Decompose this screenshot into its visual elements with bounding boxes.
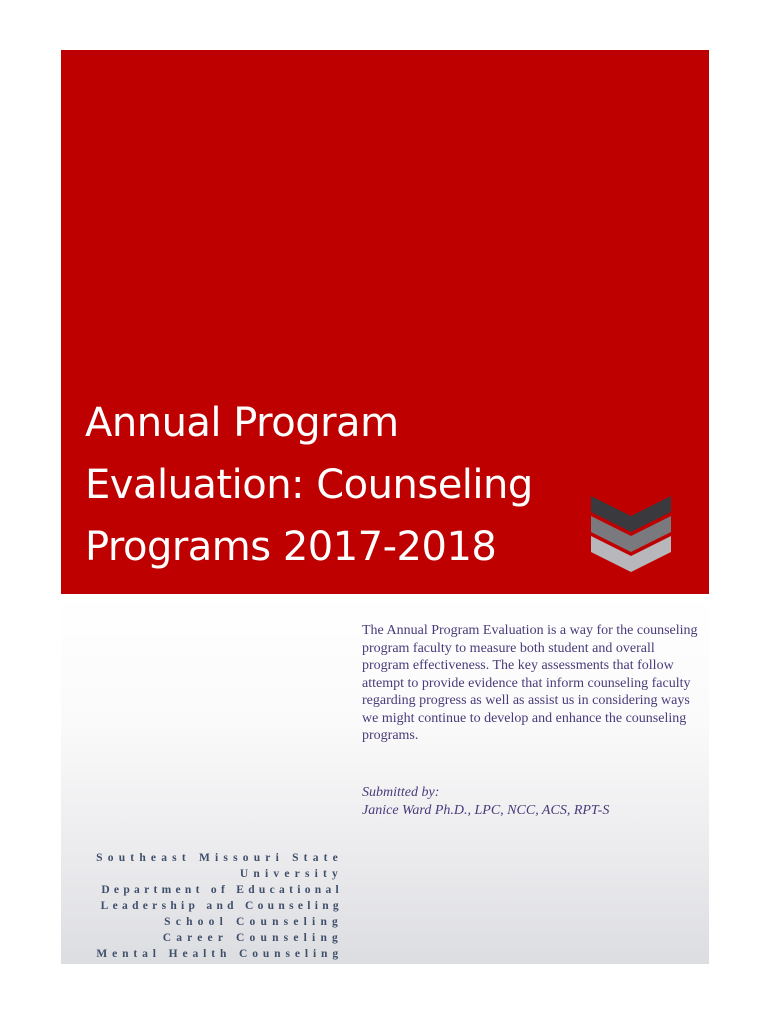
lower-panel [61, 594, 709, 964]
affiliation-department-cont: Leadership and Counseling [100, 900, 343, 912]
affiliation-mental-health-counseling: Mental Health Counseling [96, 948, 343, 960]
affiliation-university-cont: University [239, 868, 343, 880]
cover-title-line-1: Annual Program [85, 400, 399, 446]
submitted-block [362, 784, 704, 819]
affiliation-school-counseling: School Counseling [164, 916, 343, 928]
cover-banner [61, 50, 709, 594]
affiliation-career-counseling: Career Counseling [162, 932, 343, 944]
affiliation-department: Department of Educational [101, 884, 343, 896]
submitted-author: Janice Ward Ph.D., LPC, NCC, ACS, RPT-S [362, 802, 610, 818]
cover-title [85, 392, 585, 578]
affiliation-block [81, 850, 343, 962]
affiliation-university: Southeast Missouri State [96, 852, 343, 864]
cover-title-line-2: Evaluation: Counseling [85, 462, 533, 508]
cover-title-line-3: Programs 2017-2018 [85, 524, 497, 570]
triple-chevron-down-icon [591, 494, 671, 574]
program-summary: The Annual Program Evaluation is a way for the counseling program faculty to measure both student and overall program effectiveness. The key assessments that follow attempt to provide evidence that inform counseling faculty regarding progress as well as assist us in considering ways we might continue to develop and enhance the counseling programs. [362, 623, 698, 743]
submitted-label: Submitted by: [362, 785, 440, 800]
